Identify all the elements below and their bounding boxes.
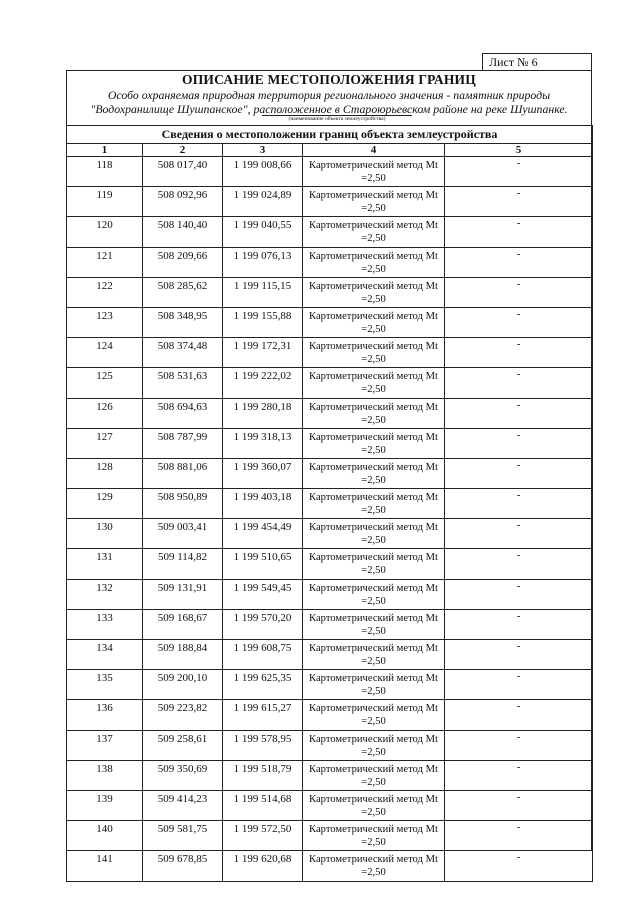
method-text: Картометрический метод Mt [309,220,438,232]
point-number: 139 [67,790,143,820]
coordinate-x: 508 348,95 [143,307,223,337]
determination-method [303,821,445,851]
coordinate-y: 1 199 620,68 [223,851,303,881]
coordinate-y: 1 199 318,13 [223,428,303,458]
table-row [67,157,593,187]
method-accuracy: =2,50 [361,203,386,215]
coordinate-y: 1 199 570,20 [223,609,303,639]
method-accuracy: =2,50 [361,354,386,366]
method-accuracy: =2,50 [361,474,386,486]
coordinate-y: 1 199 172,31 [223,338,303,368]
method-text: Картометрический метод Mt [309,582,438,594]
boundary-note: - [445,549,593,579]
determination-method [303,730,445,760]
point-number: 130 [67,519,143,549]
point-number: 120 [67,217,143,247]
table-body [67,157,593,882]
table-row [67,790,593,820]
point-number: 125 [67,368,143,398]
method-accuracy: =2,50 [361,746,386,758]
determination-method [303,247,445,277]
coordinate-x: 508 531,63 [143,368,223,398]
boundary-note: - [445,338,593,368]
coordinate-y: 1 199 549,45 [223,579,303,609]
boundary-note: - [445,217,593,247]
coordinate-y: 1 199 280,18 [223,398,303,428]
method-text: Картометрический метод Mt [309,371,438,383]
method-accuracy: =2,50 [361,505,386,517]
boundary-note: - [445,157,593,187]
determination-method [303,851,445,881]
coordinate-x: 509 131,91 [143,579,223,609]
point-number: 124 [67,338,143,368]
document-title: ОПИСАНИЕ МЕСТОПОЛОЖЕНИЯ ГРАНИЦ [182,72,476,87]
method-accuracy: =2,50 [361,867,386,879]
table-row [67,217,593,247]
coordinate-y: 1 199 360,07 [223,458,303,488]
boundary-note: - [445,368,593,398]
coordinate-x: 509 258,61 [143,730,223,760]
coordinate-x: 508 285,62 [143,277,223,307]
table-row [67,368,593,398]
boundary-note: - [445,700,593,730]
coordinate-y: 1 199 572,50 [223,821,303,851]
method-accuracy: =2,50 [361,173,386,184]
point-number: 122 [67,277,143,307]
point-number: 123 [67,307,143,337]
coordinate-y: 1 199 040,55 [223,217,303,247]
table-row [67,821,593,851]
coordinate-y: 1 199 578,95 [223,730,303,760]
method-accuracy: =2,50 [361,535,386,547]
determination-method [303,519,445,549]
method-text: Картометрический метод Mt [309,431,438,443]
column-header: 2 [143,144,223,157]
method-accuracy: =2,50 [361,384,386,396]
determination-method [303,398,445,428]
boundary-note: - [445,579,593,609]
method-accuracy: =2,50 [361,293,386,305]
method-accuracy: =2,50 [361,414,386,426]
method-accuracy: =2,50 [361,565,386,577]
boundary-note: - [445,821,593,851]
coordinate-x: 508 209,66 [143,247,223,277]
method-accuracy: =2,50 [361,776,386,788]
determination-method [303,489,445,519]
boundary-note: - [445,428,593,458]
method-accuracy: =2,50 [361,444,386,456]
coordinate-y: 1 199 222,02 [223,368,303,398]
point-number: 119 [67,187,143,217]
table-row [67,428,593,458]
method-text: Картометрический метод Mt [309,733,438,745]
table-row [67,187,593,217]
method-text: Картометрический метод Mt [309,310,438,322]
table-row [67,730,593,760]
coordinate-x: 508 374,48 [143,338,223,368]
table-row [67,519,593,549]
point-number: 129 [67,489,143,519]
table-row [67,579,593,609]
boundary-note: - [445,247,593,277]
coordinate-y: 1 199 008,66 [223,157,303,187]
method-text: Картометрический метод Mt [309,824,438,836]
determination-method [303,428,445,458]
boundary-note: - [445,760,593,790]
table-row [67,338,593,368]
sheet-number: Лист № 6 [482,53,592,70]
boundary-note: - [445,609,593,639]
column-header: 5 [445,144,593,157]
coordinate-y: 1 199 454,49 [223,519,303,549]
coordinate-x: 508 140,40 [143,217,223,247]
table-row [67,670,593,700]
point-number: 133 [67,609,143,639]
method-text: Картометрический метод Mt [309,250,438,262]
method-accuracy: =2,50 [361,595,386,607]
boundary-note: - [445,187,593,217]
coordinate-y: 1 199 615,27 [223,700,303,730]
coordinate-x: 509 414,23 [143,790,223,820]
table-row [67,277,593,307]
point-number: 131 [67,549,143,579]
coordinate-y: 1 199 625,35 [223,670,303,700]
point-number: 128 [67,458,143,488]
object-description-line-1: Особо охраняемая природная территория регионального значения - памятник природы [107,88,551,102]
boundary-note: - [445,458,593,488]
object-name-caption: (наименование объекта землеустройства) [288,116,386,122]
method-text: Картометрический метод Mt [309,643,438,654]
coordinate-x: 508 017,40 [143,157,223,187]
coordinate-y: 1 199 403,18 [223,489,303,519]
coordinate-x: 509 581,75 [143,821,223,851]
coordinate-y: 1 199 518,79 [223,760,303,790]
column-header: 1 [67,144,143,157]
coordinate-x: 509 350,69 [143,760,223,790]
point-number: 118 [67,157,143,187]
point-number: 135 [67,670,143,700]
determination-method [303,307,445,337]
boundary-note: - [445,851,593,881]
method-text: Картометрический метод Mt [309,612,438,624]
coordinate-x: 509 168,67 [143,609,223,639]
table-row [67,458,593,488]
determination-method [303,277,445,307]
boundary-note: - [445,730,593,760]
point-number: 137 [67,730,143,760]
point-number: 127 [67,428,143,458]
boundary-note: - [445,489,593,519]
coordinate-x: 508 950,89 [143,489,223,519]
boundary-note: - [445,790,593,820]
table-row [67,700,593,730]
determination-method [303,217,445,247]
method-text: Картометрический метод Mt [309,552,438,564]
determination-method [303,670,445,700]
table-row [67,851,593,881]
determination-method [303,700,445,730]
point-number: 140 [67,821,143,851]
coordinate-x: 509 188,84 [143,640,223,670]
boundary-note: - [445,398,593,428]
method-text: Картометрический метод Mt [309,190,438,202]
coordinate-y: 1 199 076,13 [223,247,303,277]
method-accuracy: =2,50 [361,263,386,275]
table-row [67,760,593,790]
boundary-note: - [445,519,593,549]
object-description-line-2: "Водохранилище Шушпанское", расположенное в Староюрьевском районе на реке Шушпанке. [90,102,568,116]
document-header [66,70,592,116]
coordinate-x: 509 678,85 [143,851,223,881]
method-text: Картометрический метод Mt [309,703,438,715]
table-row [67,489,593,519]
determination-method [303,458,445,488]
determination-method [303,760,445,790]
determination-method [303,609,445,639]
coordinate-y: 1 199 608,75 [223,640,303,670]
method-text: Картометрический метод Mt [309,854,438,866]
table-row [67,398,593,428]
method-accuracy: =2,50 [361,625,386,637]
determination-method [303,579,445,609]
method-accuracy: =2,50 [361,233,386,245]
coordinate-y: 1 199 115,15 [223,277,303,307]
coordinate-y: 1 199 024,89 [223,187,303,217]
method-text: Картометрический метод Mt [309,492,438,504]
coordinate-y: 1 199 514,68 [223,790,303,820]
method-text: Картометрический метод Mt [309,522,438,534]
method-accuracy: =2,50 [361,806,386,818]
table-row [67,609,593,639]
determination-method [303,157,445,187]
method-text: Картометрический метод Mt [309,763,438,775]
point-number: 138 [67,760,143,790]
method-text: Картометрический метод Mt [309,673,438,685]
boundary-note: - [445,640,593,670]
determination-method [303,549,445,579]
column-header: 3 [223,144,303,157]
determination-method [303,368,445,398]
coordinate-x: 509 223,82 [143,700,223,730]
point-number: 134 [67,640,143,670]
point-number: 126 [67,398,143,428]
boundary-note: - [445,670,593,700]
method-text: Картометрический метод Mt [309,341,438,353]
table-row [67,247,593,277]
coordinate-y: 1 199 510,65 [223,549,303,579]
boundary-note: - [445,277,593,307]
coordinate-x: 508 881,06 [143,458,223,488]
coordinate-x: 508 092,96 [143,187,223,217]
coordinate-x: 509 114,82 [143,549,223,579]
coordinate-x: 508 787,99 [143,428,223,458]
method-text: Картометрический метод Mt [309,280,438,292]
method-accuracy: =2,50 [361,323,386,335]
method-accuracy: =2,50 [361,837,386,849]
column-header: 4 [303,144,445,157]
table-section-title: Сведения о местоположении границ объекта землеустройства [67,126,593,144]
point-number: 132 [67,579,143,609]
boundary-note: - [445,307,593,337]
table-row [67,549,593,579]
method-text: Картометрический метод Mt [309,461,438,473]
boundary-coordinates-table [66,125,593,882]
method-accuracy: =2,50 [361,716,386,728]
point-number: 136 [67,700,143,730]
method-accuracy: =2,50 [361,656,386,667]
method-accuracy: =2,50 [361,686,386,698]
method-text: Картометрический метод Mt [309,401,438,413]
coordinate-x: 508 694,63 [143,398,223,428]
point-number: 121 [67,247,143,277]
determination-method [303,187,445,217]
table-row [67,307,593,337]
table-row [67,640,593,670]
coordinate-x: 509 200,10 [143,670,223,700]
point-number: 141 [67,851,143,881]
method-text: Картометрический метод Mt [309,160,438,171]
coordinate-x: 509 003,41 [143,519,223,549]
determination-method [303,790,445,820]
determination-method [303,640,445,670]
coordinate-y: 1 199 155,88 [223,307,303,337]
determination-method [303,338,445,368]
method-text: Картометрический метод Mt [309,793,438,805]
